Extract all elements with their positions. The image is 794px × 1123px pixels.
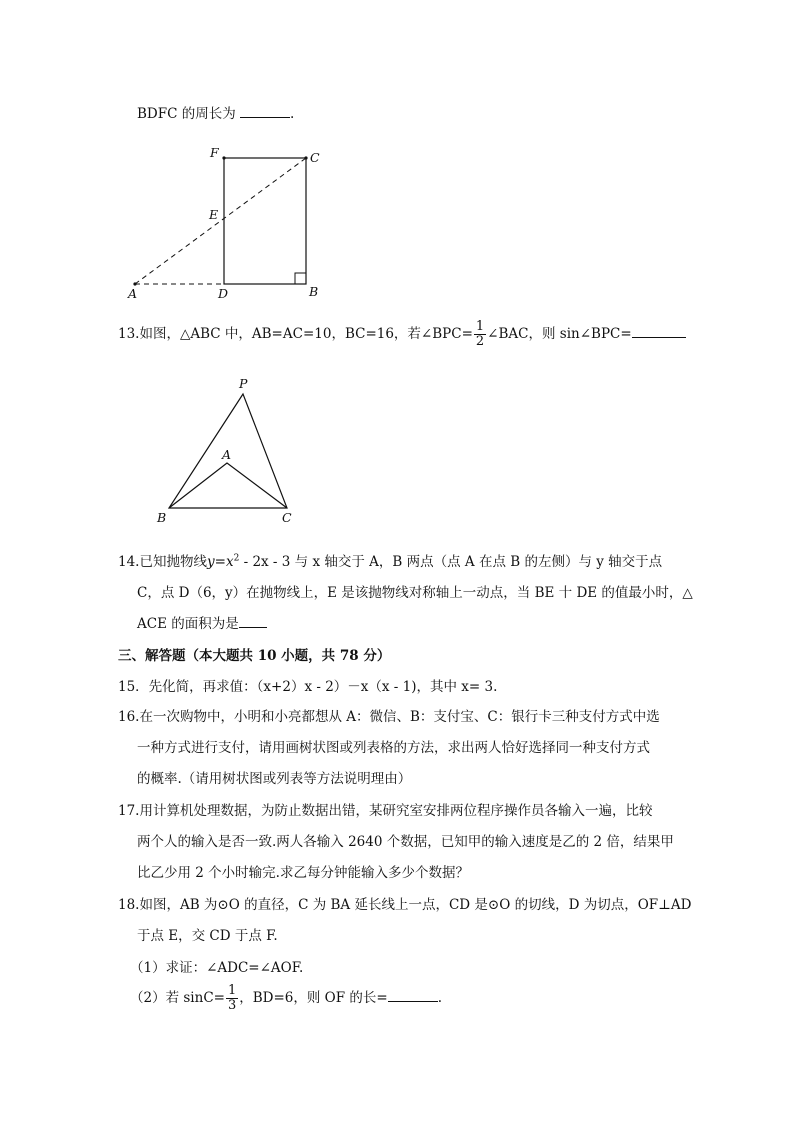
label-d: D [218, 286, 229, 301]
label-p: P [239, 376, 248, 391]
question-17-line-2: 两个人的输入是否一致.两人各输入 2640 个数据，已知甲的输入速度是乙的 2 倍，结果甲 [137, 834, 674, 850]
question-17-line-3: 比乙少用 2 个小时输完.求乙每分钟能输入多少个数据？ [137, 865, 469, 881]
question-14-line-2: C，点 D（6，y）在抛物线上，E 是该抛物线对称轴上一动点，当 BE 十 DE 的值最小时，△ [137, 585, 693, 601]
question-14-line-3: ACE 的面积为是 [137, 612, 267, 632]
label-b: B [157, 510, 167, 525]
label-a: A [128, 286, 138, 301]
question-16-line-2: 一种方式进行支付，请用画树状图或列表格的方法，求出两人恰好选择同一种支付方式 [137, 740, 650, 756]
figure-q13 [150, 372, 310, 530]
triangle-abc-sides [169, 463, 287, 508]
section-heading: 三、解答题（本大题共 10 小题，共 78 分） [118, 648, 391, 664]
point-f [222, 156, 225, 159]
label-c: C [282, 510, 292, 525]
fraction-third: $\frac{1}{3}$ [227, 983, 237, 1013]
label-c: C [310, 150, 320, 165]
answer-blank [240, 104, 290, 118]
question-18-line-2: 于点 E，交 CD 于点 F. [137, 928, 278, 944]
figure-q12 [118, 140, 338, 305]
label-a: A [222, 447, 232, 462]
dashed-segment-ac [135, 158, 306, 284]
rectangle-dfcb [224, 158, 306, 284]
question-16-line-1: 16.在一次购物中，小明和小亮都想从 A：微信、B：支付宝、C：银行卡三种支付方式中选 [118, 709, 660, 725]
question-18-part-1: （1）求证：∠ADC=∠AOF. [130, 960, 304, 976]
answer-blank [388, 988, 438, 1002]
q12-tail: BDFC 的周长为 . [137, 106, 295, 122]
label-f: F [210, 145, 219, 160]
label-b: B [309, 284, 319, 299]
question-17-line-1: 17.用计算机处理数据，为防止数据出错，某研究室安排两位程序操作员各输入一遍，比较 [118, 803, 653, 819]
answer-blank [239, 614, 267, 628]
right-angle-mark [295, 273, 306, 284]
question-16-line-3: 的概率.（请用树状图或列表等方法说明理由） [137, 771, 412, 787]
point-c [304, 156, 307, 159]
fraction-half: $\frac{1}{2}$ [475, 319, 485, 349]
question-18-line-1: 18.如图，AB 为⊙O 的直径，C 为 BA 延长线上一点，CD 是⊙O 的切线，D 为切点，OF⊥AD [118, 897, 692, 913]
answer-blank [632, 324, 686, 338]
question-18-part-2: （2）若 sinC= $\frac{1}{3}$ ，BD=6，则 OF 的长= . [130, 983, 443, 1013]
question-15: 15．先化简，再求值：（x+2）x - 2）－x（x - 1)，其中 x= 3. [118, 679, 498, 695]
question-14-line-1: 14.已知抛物线$y=x^2 - 2x - 3$ 与 x 轴交于 A，B 两点（点 A 在点 B 的左侧）与 y 轴交于点 [118, 553, 663, 570]
label-e: E [209, 207, 219, 222]
question-13: 13.如图，△ABC 中，AB=AC=10，BC=16，若∠BPC= $\frac{1}{2}$ ∠BAC，则 sin∠BPC= [118, 320, 686, 349]
